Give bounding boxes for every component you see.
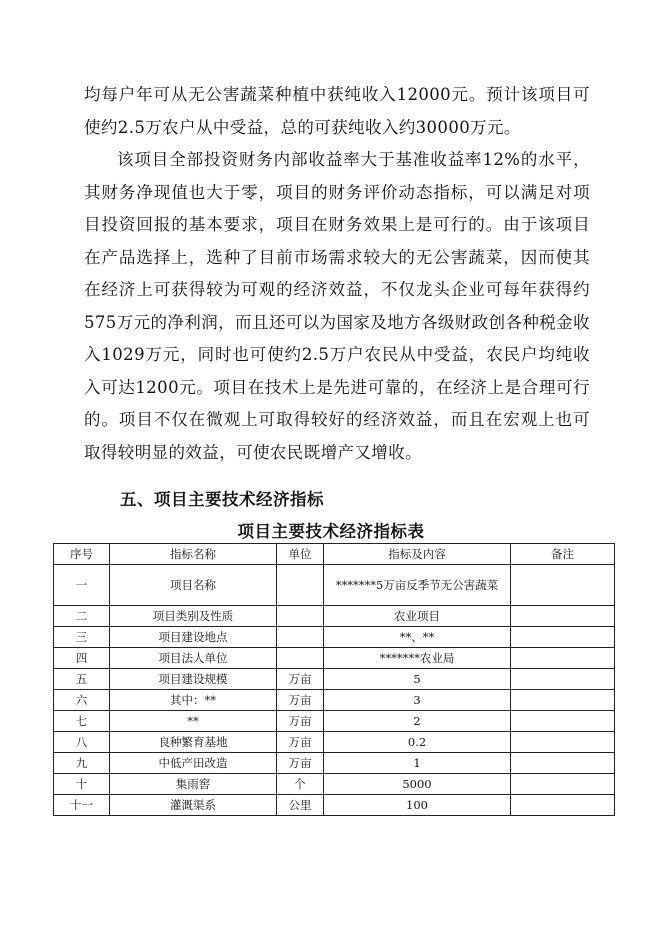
cell-content: **、**: [324, 627, 511, 648]
cell-unit: 万亩: [277, 732, 324, 753]
table-row: [54, 732, 615, 753]
table-row: [54, 669, 615, 690]
cell-content: 3: [324, 690, 511, 711]
cell-content: 2: [324, 711, 511, 732]
cell-index: 一: [54, 565, 110, 606]
cell-unit: 万亩: [277, 669, 324, 690]
cell-remarks: [511, 732, 615, 753]
cell-index: 四: [54, 648, 110, 669]
cell-index: 十一: [54, 795, 110, 816]
cell-indicator-name: 其中：**: [110, 690, 277, 711]
cell-content: 5: [324, 669, 511, 690]
cell-remarks: [511, 669, 615, 690]
header-index: 序号: [54, 544, 110, 565]
cell-indicator-name: 灌溉渠系: [110, 795, 277, 816]
cell-remarks: [511, 795, 615, 816]
cell-content: 0.2: [324, 732, 511, 753]
cell-indicator-name: 中低产田改造: [110, 753, 277, 774]
cell-unit: [277, 648, 324, 669]
paragraph-financial-evaluation: 该项目全部投资财务内部收益率大于基准收益率12%的水平，其财务净现值也大于零，项目的财务评价动态指标，可以满足对项目投资回报的基本要求，项目在财务效果上是可行的。由于该项目在产品选择上，选种了目前市场需求较大的无公害蔬菜，因而使其在经济上可获得较为可观的经济效益，不仅龙头企业可每年获得约575万元的净利润，而且还可以为国家及地方各级财政创各种税金收入1029万元，同时也可使约2.5万户农民从中受益，农民户均纯收入可达1200元。项目在技术上是先进可靠的，在经济上是合理可行的。项目不仅在微观上可取得较好的经济效益，而且在宏观上也可取得较明显的效益，可使农民既增产又增收。: [84, 150, 590, 462]
cell-unit: 万亩: [277, 711, 324, 732]
table-row: [54, 690, 615, 711]
cell-content: 100: [324, 795, 511, 816]
table-row: [54, 711, 615, 732]
table-row: [54, 648, 615, 669]
cell-index: 七: [54, 711, 110, 732]
cell-unit: 个: [277, 774, 324, 795]
cell-indicator-name: **: [110, 711, 277, 732]
header-remarks: 备注: [511, 544, 615, 565]
table-title: 项目主要技术经济指标表: [237, 522, 425, 541]
table-row: [54, 774, 615, 795]
cell-remarks: [511, 753, 615, 774]
cell-indicator-name: 项目建设地点: [110, 627, 277, 648]
cell-index: 十: [54, 774, 110, 795]
cell-unit: [277, 606, 324, 627]
cell-remarks: [511, 565, 615, 606]
cell-indicator-name: 集雨窖: [110, 774, 277, 795]
section-heading: 五、项目主要技术经济指标: [120, 490, 324, 509]
cell-content: *******农业局: [324, 648, 511, 669]
cell-index: 六: [54, 690, 110, 711]
cell-remarks: [511, 648, 615, 669]
cell-content: 1: [324, 753, 511, 774]
cell-remarks: [511, 774, 615, 795]
cell-unit: [277, 627, 324, 648]
cell-remarks: [511, 627, 615, 648]
cell-remarks: [511, 711, 615, 732]
table-row: [54, 795, 615, 816]
cell-index: 二: [54, 606, 110, 627]
cell-index: 五: [54, 669, 110, 690]
cell-unit: 公里: [277, 795, 324, 816]
cell-remarks: [511, 690, 615, 711]
table-header-row: [54, 544, 615, 565]
cell-content: *******5万亩反季节无公害蔬菜: [324, 565, 511, 606]
table-row: [54, 565, 615, 606]
cell-indicator-name: 项目建设规模: [110, 669, 277, 690]
cell-unit: 万亩: [277, 690, 324, 711]
cell-index: 九: [54, 753, 110, 774]
indicator-table: [53, 543, 615, 816]
cell-index: 三: [54, 627, 110, 648]
cell-remarks: [511, 606, 615, 627]
cell-content: 5000: [324, 774, 511, 795]
cell-unit: 万亩: [277, 753, 324, 774]
cell-content: 农业项目: [324, 606, 511, 627]
header-indicator-name: 指标名称: [110, 544, 277, 565]
cell-index: 八: [54, 732, 110, 753]
header-unit: 单位: [277, 544, 324, 565]
cell-indicator-name: 项目法人单位: [110, 648, 277, 669]
cell-indicator-name: 项目类别及性质: [110, 606, 277, 627]
header-content: 指标及内容: [324, 544, 511, 565]
cell-indicator-name: 项目名称: [110, 565, 277, 606]
paragraph-income: 均每户年可从无公害蔬菜种植中获纯收入12000元。预计该项目可使约2.5万农户从中受益，总的可获纯收入约30000万元。: [84, 85, 590, 137]
cell-indicator-name: 良种繁育基地: [110, 732, 277, 753]
table-row: [54, 753, 615, 774]
cell-unit: [277, 565, 324, 606]
table-row: [54, 606, 615, 627]
table-row: [54, 627, 615, 648]
